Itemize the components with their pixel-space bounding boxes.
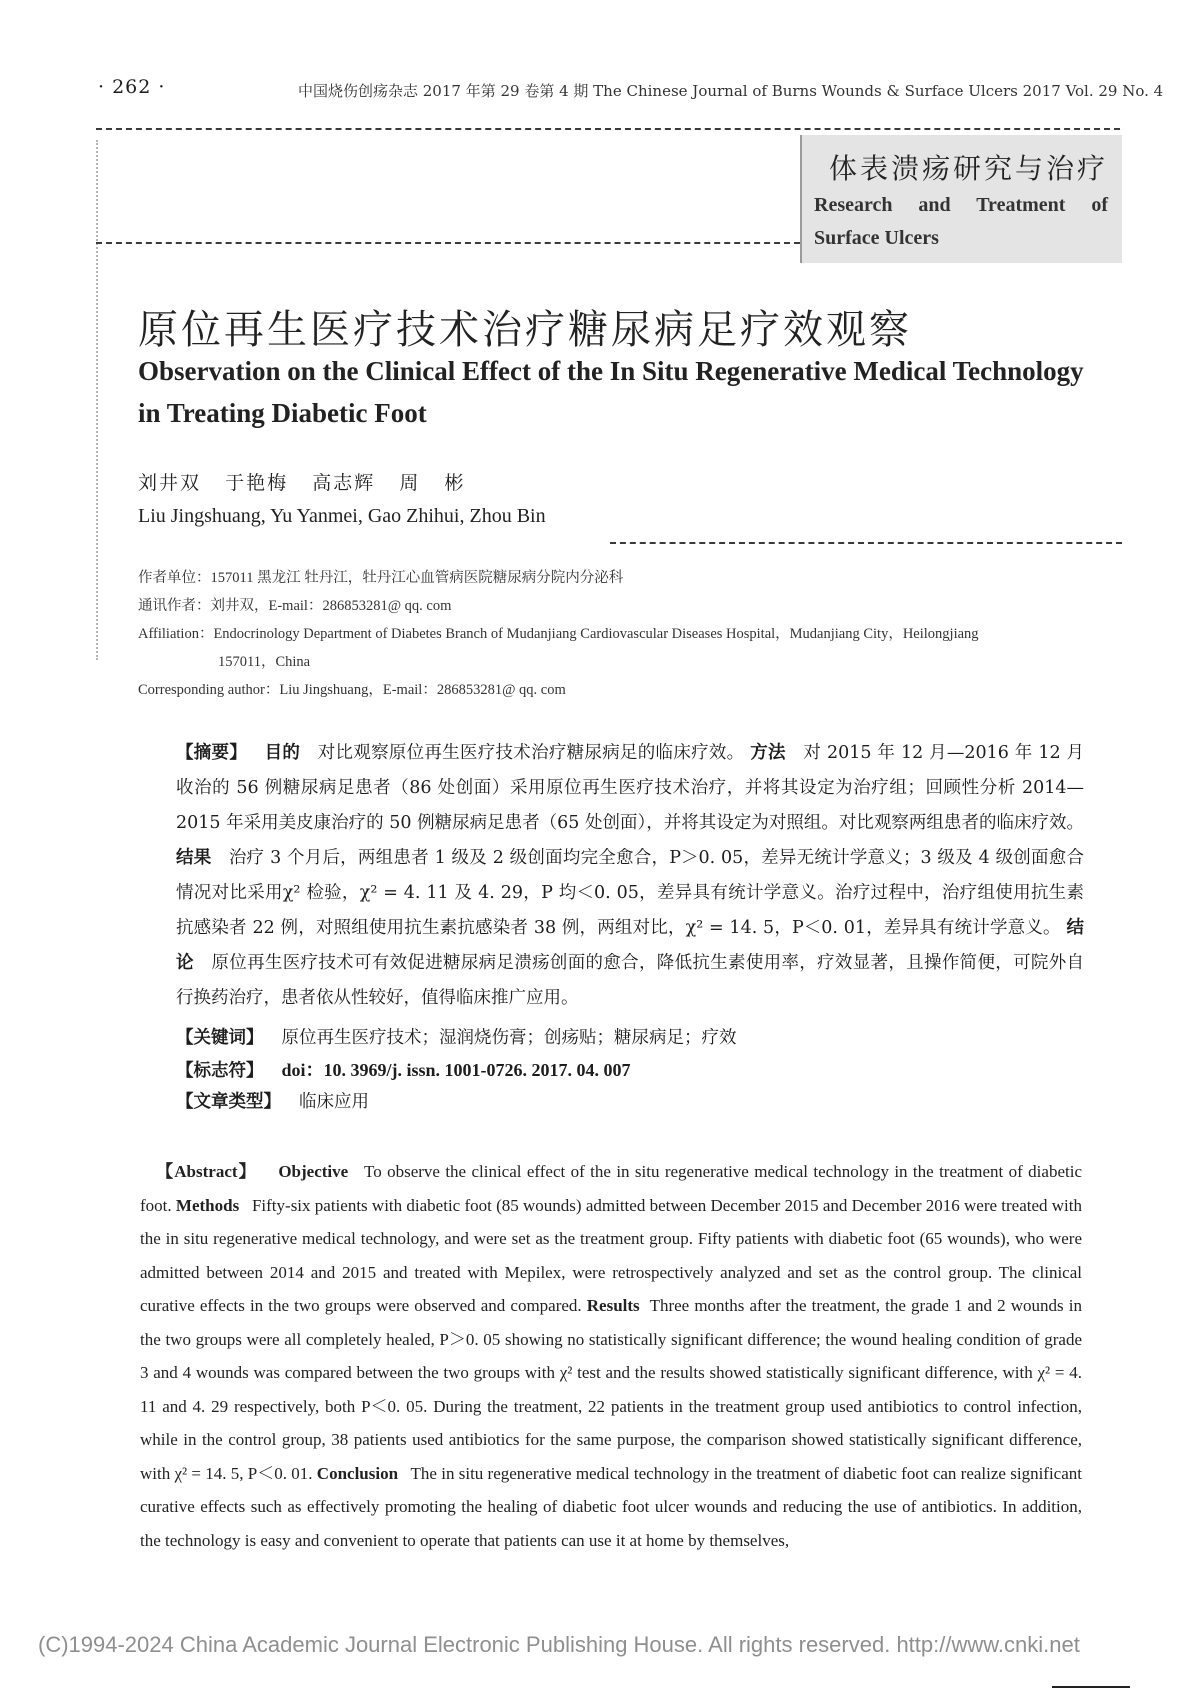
objective-text-cn: 对比观察原位再生医疗技术治疗糖尿病足的临床疗效。 <box>317 743 745 763</box>
abstract-cn-label: 【摘要】 <box>176 743 248 763</box>
conclusion-label-en: Conclusion <box>316 1463 399 1483</box>
abstract-en <box>140 1155 1082 1557</box>
conclusion-text-cn: 原位再生医疗技术可有效促进糖尿病足溃疡创面的愈合，降低抗生素使用率，疗效显著，且操作简便，可院外自行换药治疗，患者依从性较好，值得临床推广应用。 <box>176 953 1085 1008</box>
doi-value: doi：10. 3969/j. issn. 1001-0726. 2017. 04. 007 <box>281 1060 631 1080</box>
page-number: · 262 · <box>98 76 166 98</box>
article-type-value: 临床应用 <box>299 1092 369 1112</box>
methods-text-en: Fifty-six patients with diabetic foot (85 wounds) admitted between December 2015 and December 2016 were treated with the in situ regenerative medical technology, and were set as the treatment group. Fifty patients with diabetic foot (65 wounds), who were admitted between 2014 and 2015 and treated with Mepilex, were retrospectively analyzed and set as the control group. The clinical curative effects in the two groups were observed and compared. <box>140 1195 1083 1315</box>
objective-label-en: Objective <box>278 1162 349 1181</box>
article-title-en: Observation on the Clinical Effect of the In Situ Regenerative Medical Technology in Treating Diabetic Foot <box>138 356 1084 428</box>
identifier-label: 【标志符】 <box>176 1061 264 1081</box>
abstract-cn <box>176 736 1084 1016</box>
keywords-label: 【关键词】 <box>176 1028 264 1048</box>
conclusion-label-cn: 结论 <box>176 918 1084 973</box>
affiliation-en-line1: Affiliation：Endocrinology Department of Diabetes Branch of Mudanjiang Cardiovascular Diseases Hospital，Mudanjiang City，Heilongjiang <box>138 626 979 642</box>
header-divider <box>96 128 1120 130</box>
objective-text-en: To observe the clinical effect of the in situ regenerative medical technology in the treatment of diabetic foot. <box>140 1162 1082 1215</box>
methods-text-cn: 对 2015 年 12 月—2016 年 12 月收治的 56 例糖尿病足患者（86 处创面）采用原位再生医疗技术治疗，并将其设定为治疗组；回顾性分析 2014—2015 年采用美皮康治疗的 50 例糖尿病足患者（65 处创面），并将其设定为对照组。对比观察两组患者的临床疗效。 <box>176 743 1084 833</box>
affiliation-cn: 作者单位：157011 黑龙江 牡丹江，牡丹江心血管病医院糖尿病分院内分泌科 <box>138 570 624 586</box>
article-title-cn: 原位再生医疗技术治疗糖尿病足疗效观察 <box>138 307 912 353</box>
column-title-en: Research and Treatment of Surface Ulcers <box>814 194 1108 249</box>
abstract-en-label: 【Abstract】 <box>156 1162 257 1181</box>
corresponding-cn: 通讯作者：刘井双，E-mail：286853281@ qq. com <box>138 598 452 614</box>
copyright-watermark: (C)1994-2024 China Academic Journal Electronic Publishing House. All rights reserved. http://www.cnki.net <box>38 1632 1080 1657</box>
results-label-en: Results <box>586 1296 640 1315</box>
article-type-label: 【文章类型】 <box>176 1092 281 1112</box>
methods-label-en: Methods <box>175 1195 240 1215</box>
results-text-en: Three months after the treatment, the grade 1 and 2 wounds in the two groups were all completely healed, P＞0. 05 showing no statistically significant difference; the wound healing condition of grade 3 and 4 wounds was compared between the two groups with χ² test and the results showed statistically significant difference, with χ² = 4. 11 and 4. 29 respectively, both P＜0. 05. During the treatment, 22 patients in the treatment group used antibiotics to control infection, while in the control group, 38 patients used antibiotics for the same purpose, the comparison showed statistically significant difference, with χ² = 14. 5, P＜0. 01. <box>140 1296 1082 1483</box>
column-label-box <box>800 135 1122 263</box>
footer-rule <box>1052 1686 1130 1688</box>
objective-label-cn: 目的 <box>264 743 301 763</box>
authors-en: Liu Jingshuang, Yu Yanmei, Gao Zhihui, Zhou Bin <box>138 505 546 527</box>
column-divider <box>96 242 800 244</box>
affiliation-en-line2: 157011，China <box>218 654 311 670</box>
keywords-row <box>176 1024 737 1049</box>
authors-cn: 刘井双 于艳梅 高志辉 周 彬 <box>138 472 466 494</box>
methods-label-cn: 方法 <box>750 743 786 763</box>
left-margin-marks <box>96 140 98 660</box>
conclusion-text-en: The in situ regenerative medical technology in the treatment of diabetic foot can realize significant curative effects such as effectively promoting the healing of diabetic foot ulcer wounds and reducing the use of antibiotics. In addition, the technology is easy and convenient to operate that patients can use it at home by themselves, <box>140 1463 1083 1550</box>
running-header: 中国烧伤创疡杂志 2017 年第 29 卷第 4 期 The Chinese Journal of Burns Wounds & Surface Ulcers 2017 Vol. 29 No. 4 <box>298 82 1164 100</box>
results-label-cn: 结果 <box>176 848 212 868</box>
keywords-value: 原位再生医疗技术；湿润烧伤膏；创疡贴；糖尿病足；疗效 <box>281 1028 737 1048</box>
column-title-cn: 体表溃疡研究与治疗 <box>828 152 1108 185</box>
results-text-cn: 治疗 3 个月后，两组患者 1 级及 2 级创面均完全愈合，P＞0. 05，差异无统计学意义；3 级及 4 级创面愈合情况对比采用χ² 检验，χ² = 4. 11 及 4. 29，P 均＜0. 05，差异具有统计学意义。治疗过程中，治疗组使用抗生素抗感染者 22 例，对照组使用抗生素抗感染者 38 例，两组对比，χ² = 14. 5，P＜0. 01，差异具有统计学意义。 <box>176 848 1084 938</box>
article-type-row <box>176 1088 369 1113</box>
identifier-row <box>176 1056 631 1082</box>
author-divider <box>610 542 1122 544</box>
corresponding-en: Corresponding author：Liu Jingshuang，E-mail：286853281@ qq. com <box>138 682 566 698</box>
